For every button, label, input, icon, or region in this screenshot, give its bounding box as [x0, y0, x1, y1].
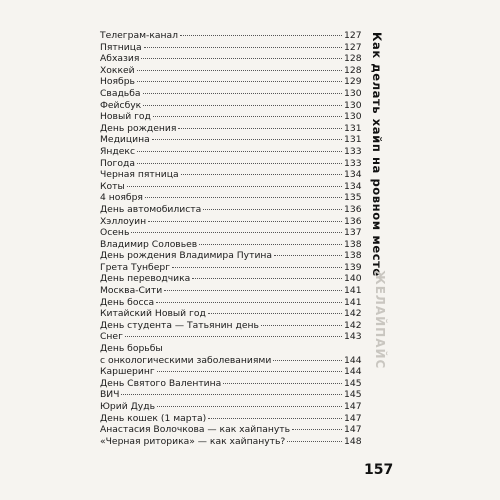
- toc-entry: [100, 53, 360, 65]
- toc-entry: [100, 436, 360, 448]
- dot-leader: [121, 394, 342, 395]
- dot-leader: [131, 232, 342, 233]
- dot-leader: [157, 371, 342, 372]
- toc-entry-title: 4 ноября: [100, 192, 143, 204]
- toc-entry: [100, 355, 360, 367]
- toc-entry-title: Юрий Дудь: [100, 401, 155, 412]
- toc-entry: [100, 42, 360, 54]
- toc-entry: [100, 111, 360, 123]
- toc-entry-title: Москва-Сити: [100, 285, 163, 297]
- toc-entry: [100, 413, 360, 425]
- toc-entry-title: ВИЧ: [100, 389, 120, 401]
- toc-entry-title: Пятница: [100, 41, 142, 53]
- toc-entry-page: 133: [344, 145, 362, 157]
- toc-entry-page: 130: [344, 99, 362, 111]
- toc-entry-page: 142: [344, 308, 362, 320]
- toc-entry-title: Хэллоуин: [100, 215, 147, 227]
- toc-entry-page: 138: [344, 238, 362, 250]
- dot-leader: [287, 441, 342, 442]
- dot-leader: [274, 255, 342, 256]
- toc-entry-title: «Черная риторика» — как хайпануть?: [100, 435, 286, 447]
- toc-entry-page: 131: [344, 122, 362, 134]
- dot-leader: [199, 244, 342, 245]
- dot-leader: [261, 325, 342, 326]
- toc-entry: [100, 401, 360, 413]
- toc-entry-page: 147: [344, 412, 362, 424]
- toc-entry-title: День переводчика: [100, 273, 191, 285]
- toc-entry: [100, 181, 360, 193]
- toc-entry: [100, 88, 360, 100]
- toc-entry-page: 135: [344, 192, 362, 204]
- dot-leader: [137, 151, 342, 152]
- toc-entry-title: Анастасия Волочкова — как хайпануть: [100, 424, 291, 436]
- dot-leader: [148, 221, 342, 222]
- toc-entry-page: 130: [344, 111, 362, 123]
- toc-entry: [100, 158, 360, 170]
- dot-leader: [157, 406, 342, 407]
- toc-entry: [100, 65, 360, 77]
- dot-leader: [208, 418, 342, 419]
- dot-leader: [192, 278, 342, 279]
- toc-entry: [100, 297, 360, 309]
- dot-leader: [127, 186, 342, 187]
- dot-leader: [178, 128, 342, 129]
- toc-entry: [100, 239, 360, 251]
- toc-entry-title: Снег: [100, 331, 123, 343]
- toc-entry-page: 128: [344, 64, 362, 76]
- toc-entry-page: 144: [344, 354, 362, 366]
- table-of-contents: [100, 30, 360, 447]
- dot-leader: [141, 58, 342, 59]
- dot-leader: [203, 209, 342, 210]
- toc-entry-page: 141: [344, 296, 362, 308]
- toc-entry: [100, 169, 360, 181]
- toc-entry-title: День кошек (1 марта): [100, 412, 207, 424]
- toc-entry-page: 129: [344, 76, 362, 88]
- toc-entry: [100, 227, 360, 239]
- toc-entry-title: Новый год: [100, 111, 151, 123]
- toc-entry: [100, 343, 360, 355]
- toc-entry-title: Фейсбук: [100, 99, 142, 111]
- toc-entry: [100, 134, 360, 146]
- toc-entry-page: 145: [344, 377, 362, 389]
- toc-entry-title: Осень: [100, 227, 130, 239]
- toc-entry: [100, 424, 360, 436]
- toc-entry-page: 148: [344, 435, 362, 447]
- dot-leader: [164, 290, 342, 291]
- dot-leader: [144, 47, 342, 48]
- toc-entry-page: 139: [344, 261, 362, 273]
- dot-leader: [180, 35, 342, 36]
- dot-leader: [137, 163, 342, 164]
- toc-entry: [100, 76, 360, 88]
- dot-leader: [143, 105, 342, 106]
- toc-entry-page: 128: [344, 53, 362, 65]
- toc-entry-title: Коты: [100, 180, 125, 192]
- toc-entry: [100, 366, 360, 378]
- toc-entry-title: День автомобилиста: [100, 203, 202, 215]
- toc-entry-title: Черная пятница: [100, 169, 179, 181]
- toc-entry: [100, 273, 360, 285]
- dot-leader: [273, 360, 342, 361]
- toc-entry-page: 144: [344, 366, 362, 378]
- toc-entry-title: Владимир Соловьев: [100, 238, 198, 250]
- toc-entry-title: День борьбы: [100, 343, 163, 355]
- toc-entry-page: 137: [344, 227, 362, 239]
- toc-entry: [100, 250, 360, 262]
- page-number: 157: [364, 462, 394, 478]
- dot-leader: [292, 429, 342, 430]
- dot-leader: [153, 116, 342, 117]
- toc-entry: [100, 100, 360, 112]
- toc-entry-title: с онкологическими заболеваниями: [100, 354, 272, 366]
- toc-entry-title: Хоккей: [100, 64, 135, 76]
- toc-entry: [100, 204, 360, 216]
- toc-entry-title: Каршеринг: [100, 366, 155, 378]
- toc-entry: [100, 216, 360, 228]
- dot-leader: [145, 197, 342, 198]
- toc-entry: [100, 146, 360, 158]
- toc-entry: [100, 389, 360, 401]
- toc-entry-page: 127: [344, 30, 362, 41]
- toc-entry-title: Китайский Новый год: [100, 308, 206, 320]
- toc-entry-title: Свадьба: [100, 87, 141, 99]
- toc-entry-title: Медицина: [100, 134, 150, 146]
- toc-entry: [100, 30, 360, 42]
- toc-entry-title: Ноябрь: [100, 76, 135, 88]
- toc-entry-title: Абхазия: [100, 53, 140, 65]
- toc-entry-title: День рождения Владимира Путина: [100, 250, 273, 262]
- show-through-text: ЖЕЛАЙПАЙС: [373, 270, 387, 370]
- toc-entry-title: Грета Тунберг: [100, 261, 171, 273]
- toc-entry-title: Погода: [100, 157, 135, 169]
- toc-entry-page: 133: [344, 157, 362, 169]
- toc-entry-page: 143: [344, 331, 362, 343]
- toc-entry-title: Яндекс: [100, 145, 135, 157]
- toc-entry-page: 142: [344, 319, 362, 331]
- toc-entry-title: Телеграм-канал: [100, 30, 179, 41]
- dot-leader: [125, 336, 342, 337]
- dot-leader: [156, 302, 342, 303]
- toc-entry-page: 138: [344, 250, 362, 262]
- toc-entry: [100, 320, 360, 332]
- toc-entry-page: 140: [344, 273, 362, 285]
- toc-entry: [100, 308, 360, 320]
- dot-leader: [143, 93, 342, 94]
- toc-entry-page: 131: [344, 134, 362, 146]
- dot-leader: [223, 383, 342, 384]
- toc-entry-page: 136: [344, 215, 362, 227]
- toc-entry: [100, 192, 360, 204]
- toc-entry: [100, 285, 360, 297]
- toc-entry-page: 145: [344, 389, 362, 401]
- toc-entry: [100, 262, 360, 274]
- toc-entry: [100, 123, 360, 135]
- dot-leader: [137, 81, 342, 82]
- dot-leader: [172, 267, 342, 268]
- toc-entry-page: 134: [344, 180, 362, 192]
- toc-entry-page: 130: [344, 87, 362, 99]
- dot-leader: [137, 70, 342, 71]
- dot-leader: [181, 174, 342, 175]
- dot-leader: [152, 139, 342, 140]
- running-head-title: Как делать хайп на ровном месте: [370, 32, 384, 277]
- toc-entry-title: День Святого Валентина: [100, 377, 222, 389]
- toc-entry-title: День рождения: [100, 122, 177, 134]
- dot-leader: [208, 313, 342, 314]
- toc-entry-page: 147: [344, 424, 362, 436]
- toc-entry-page: 136: [344, 203, 362, 215]
- toc-entry: [100, 378, 360, 390]
- toc-entry-title: День студента — Татьянин день: [100, 319, 259, 331]
- toc-entry-page: 147: [344, 401, 362, 412]
- toc-entry-title: День босса: [100, 296, 155, 308]
- toc-entry: [100, 331, 360, 343]
- toc-entry-page: 141: [344, 285, 362, 297]
- toc-entry-page: 127: [344, 41, 362, 53]
- toc-entry-page: 134: [344, 169, 362, 181]
